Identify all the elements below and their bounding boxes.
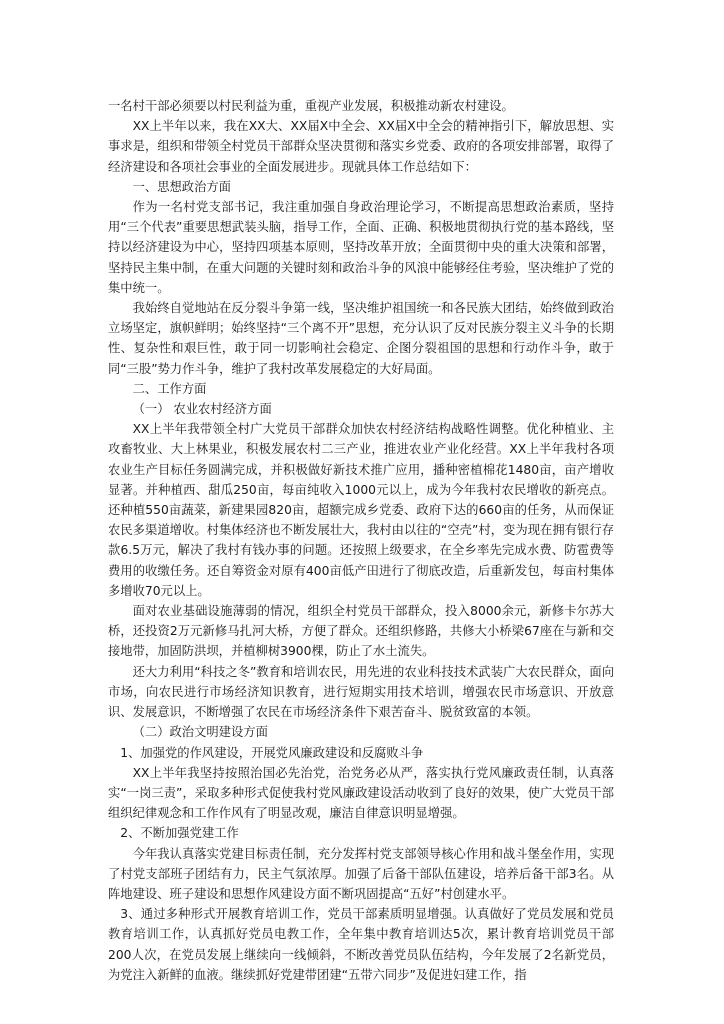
- document-page: [108, 96, 614, 985]
- subsection-heading-agriculture: （一） 农业农村经济方面: [132, 402, 272, 417]
- paragraph-party-conduct: XX上半年我坚持按照治国必先治党，治党务必从严，落实执行党风廉政责任制，认真落实“一岗三责”，采取多种形式促使我村党风廉政建设活动收到了良好的效果，使广大党员干部组织纪律观念和工作作风有了明显改观，廉洁自律意识明显增强。: [108, 765, 614, 821]
- paragraph-political-study: 作为一名村党支部书记，我注重加强自身政治理论学习，不断提高思想政治素质，坚持用“三个代表”重要思想武装头脑，指导工作，全面、正确、积极地贯彻执行党的基本路线，坚持以经济建设为中心，坚持四项基本原则，坚持改革开放；全面贯彻中央的重大决策和部署，坚持民主集中制，在重大问题的关键时刻和政治斗争的风浪中能够经住考验，坚决维护了党的集中统一。: [108, 200, 614, 295]
- paragraph-summary-intro: XX上半年以来，我在XX大、XX届X中全会、XX届X中全会的精神指引下，解放思想、实事求是，组织和带领全村党员干部群众坚决贯彻和落实乡党委、政府的各项安排部署，取得了经济建设和各项社会事业的全面发展进步。现就具体工作总结如下：: [108, 119, 614, 174]
- section-heading-work: 二、工作方面: [132, 381, 207, 396]
- section-heading-political: 一、思想政治方面: [132, 179, 231, 194]
- item-heading-party-building: 2、不断加强党建工作: [120, 826, 239, 841]
- paragraph-agriculture-economy: XX上半年我带领全村广大党员干部群众加快农村经济结构战略性调整。优化种植业、主攻畜牧业、大上林果业，积极发展农村二三产业，推进农业产业化经营。XX上半年我村各项农业生产目标任务圆满完成，并积极做好新技术推广应用，播种密植棉花1480亩，亩产增收显著。并种植西、甜瓜250亩，每亩纯收入1000元以上，成为今年我村农民增收的新亮点。还种植550亩蔬菜，新建果园820亩，超额完成乡党委、政府下达的660亩的任务，从而保证农民多渠道增收。村集体经济也不断发展壮大，我村由以往的“空壳”村，变为现在拥有银行存款6.5万元，解决了我村有钱办事的问题。还按照上级要求，在全乡率先完成水费、防雹费等费用的收缴任务。还自筹资金对原有400亩低产田进行了彻底改造，后重新发包，每亩村集体多增收70元以上。: [108, 422, 614, 598]
- paragraph-education-training: 3、通过多种形式开展教育培训工作，党员干部素质明显增强。认真做好了党员发展和党员教育培训工作，认真抓好党员电教工作，全年集中教育培训达5次，累计教育培训党员干部200人次，在党员发展上继续向一线倾斜，不断改善党员队伍结构，今年发展了2名新党员，为党注入新鲜的血液。继续抓好党建带团建“五带六同步”及促进妇建工作，指: [108, 907, 614, 982]
- paragraph-intro-closing: 一名村干部必须要以村民利益为重，重视产业发展，积极推动新农村建设。: [108, 99, 514, 113]
- item-heading-party-conduct: 1、加强党的作风建设，开展党风廉政建设和反腐败斗争: [120, 745, 424, 760]
- paragraph-anti-separatism: 我始终自觉地站在反分裂斗争第一线，坚决维护祖国统一和各民族大团结，始终做到政治立场坚定，旗帜鲜明；始终坚持“三个离不开”思想，充分认识了反对民族分裂主义斗争的长期性、复杂性和艰巨性，敢于同一切影响社会稳定、企图分裂祖国的思想和行动作斗争，敢于同“三股”势力作斗争，维护了我村改革发展稳定的大好局面。: [108, 301, 614, 376]
- subsection-heading-political-civilization: （二）政治文明建设方面: [132, 725, 268, 740]
- paragraph-science-training: 还大力利用“科技之冬”教育和培训农民，用先进的农业科技技术武装广大农民群众，面向市场，向农民进行市场经济知识教育，进行短期实用技术培训，增强农民市场意识、开放意识、发展意识，不断增强了农民在市场经济条件下艰苦奋斗、脱贫致富的本领。: [108, 664, 614, 720]
- paragraph-infrastructure: 面对农业基础设施薄弱的情况，组织全村党员干部群众，投入8000余元，新修卡尔苏大桥，还投资2万元新修马扎河大桥，方便了群众。还组织修路，共修大小桥梁67座在与新和交接地带，加固防洪坝，并植柳树3900棵，防止了水土流失。: [108, 604, 614, 659]
- paragraph-party-building: 今年我认真落实党建目标责任制，充分发挥村党支部领导核心作用和战斗堡垒作用，实现了村党支部班子团结有力，民主气氛浓厚。加强了后备干部队伍建设，培养后备干部3名。从阵地建设、班子建设和思想作风建设方面不断巩固提高“五好”村创建水平。: [108, 846, 614, 901]
